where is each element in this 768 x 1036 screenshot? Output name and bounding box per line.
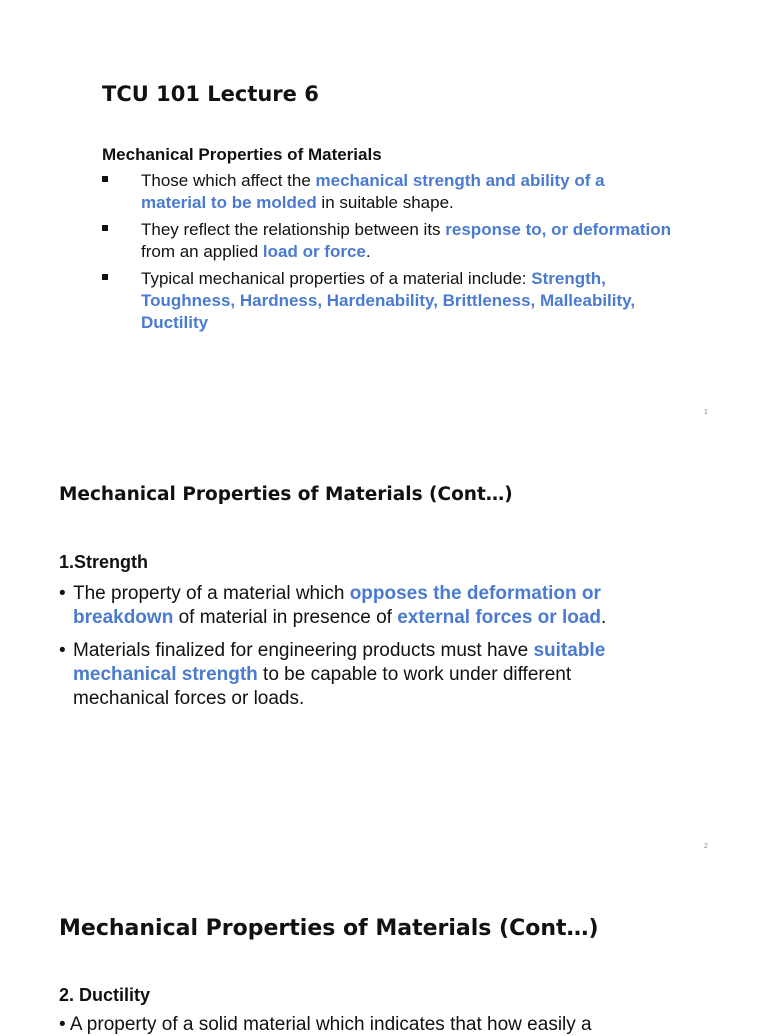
slide-title: TCU 101 Lecture 6 xyxy=(102,82,319,106)
square-bullet-icon xyxy=(102,225,108,231)
slide-1 xyxy=(0,0,768,434)
square-bullet-icon xyxy=(102,274,108,280)
page-number: 1 xyxy=(704,409,708,416)
section-heading: 1.Strength xyxy=(59,552,149,572)
list-item: • A property of a solid material which indicates that how easily a xyxy=(59,1014,592,1035)
bullet-list xyxy=(102,170,672,339)
slide-2 xyxy=(0,434,768,868)
slide-title: Mechanical Properties of Materials (Cont…) xyxy=(59,484,513,505)
round-bullet-icon: • xyxy=(59,583,66,604)
round-bullet-icon: • xyxy=(59,640,66,661)
list-item: • Materials finalized for engineering products must have suitable mechanical strength to be capable to work under different mechanical forces or loads. xyxy=(59,640,606,709)
slide-3 xyxy=(0,868,768,1035)
slide-subtitle: Mechanical Properties of Materials xyxy=(102,145,382,164)
section-heading: 2. Ductility xyxy=(59,985,151,1005)
list-item: Those which affect the mechanical strength and ability of a material to be molded in suitable shape. xyxy=(102,170,672,214)
page-number: 2 xyxy=(704,843,708,850)
bullet-list xyxy=(59,582,659,720)
square-bullet-icon xyxy=(102,176,108,182)
slide-title: Mechanical Properties of Materials (Cont…) xyxy=(59,916,599,941)
list-item: They reflect the relationship between its response to, or deformation from an applied load or force. xyxy=(102,219,672,263)
list-item: • The property of a material which opposes the deformation or breakdown of material in presence of external forces or load. xyxy=(59,583,607,628)
list-item: Typical mechanical properties of a material include: Strength, Toughness, Hardness, Hardenability, Brittleness, Malleability, Ductility xyxy=(102,268,672,334)
